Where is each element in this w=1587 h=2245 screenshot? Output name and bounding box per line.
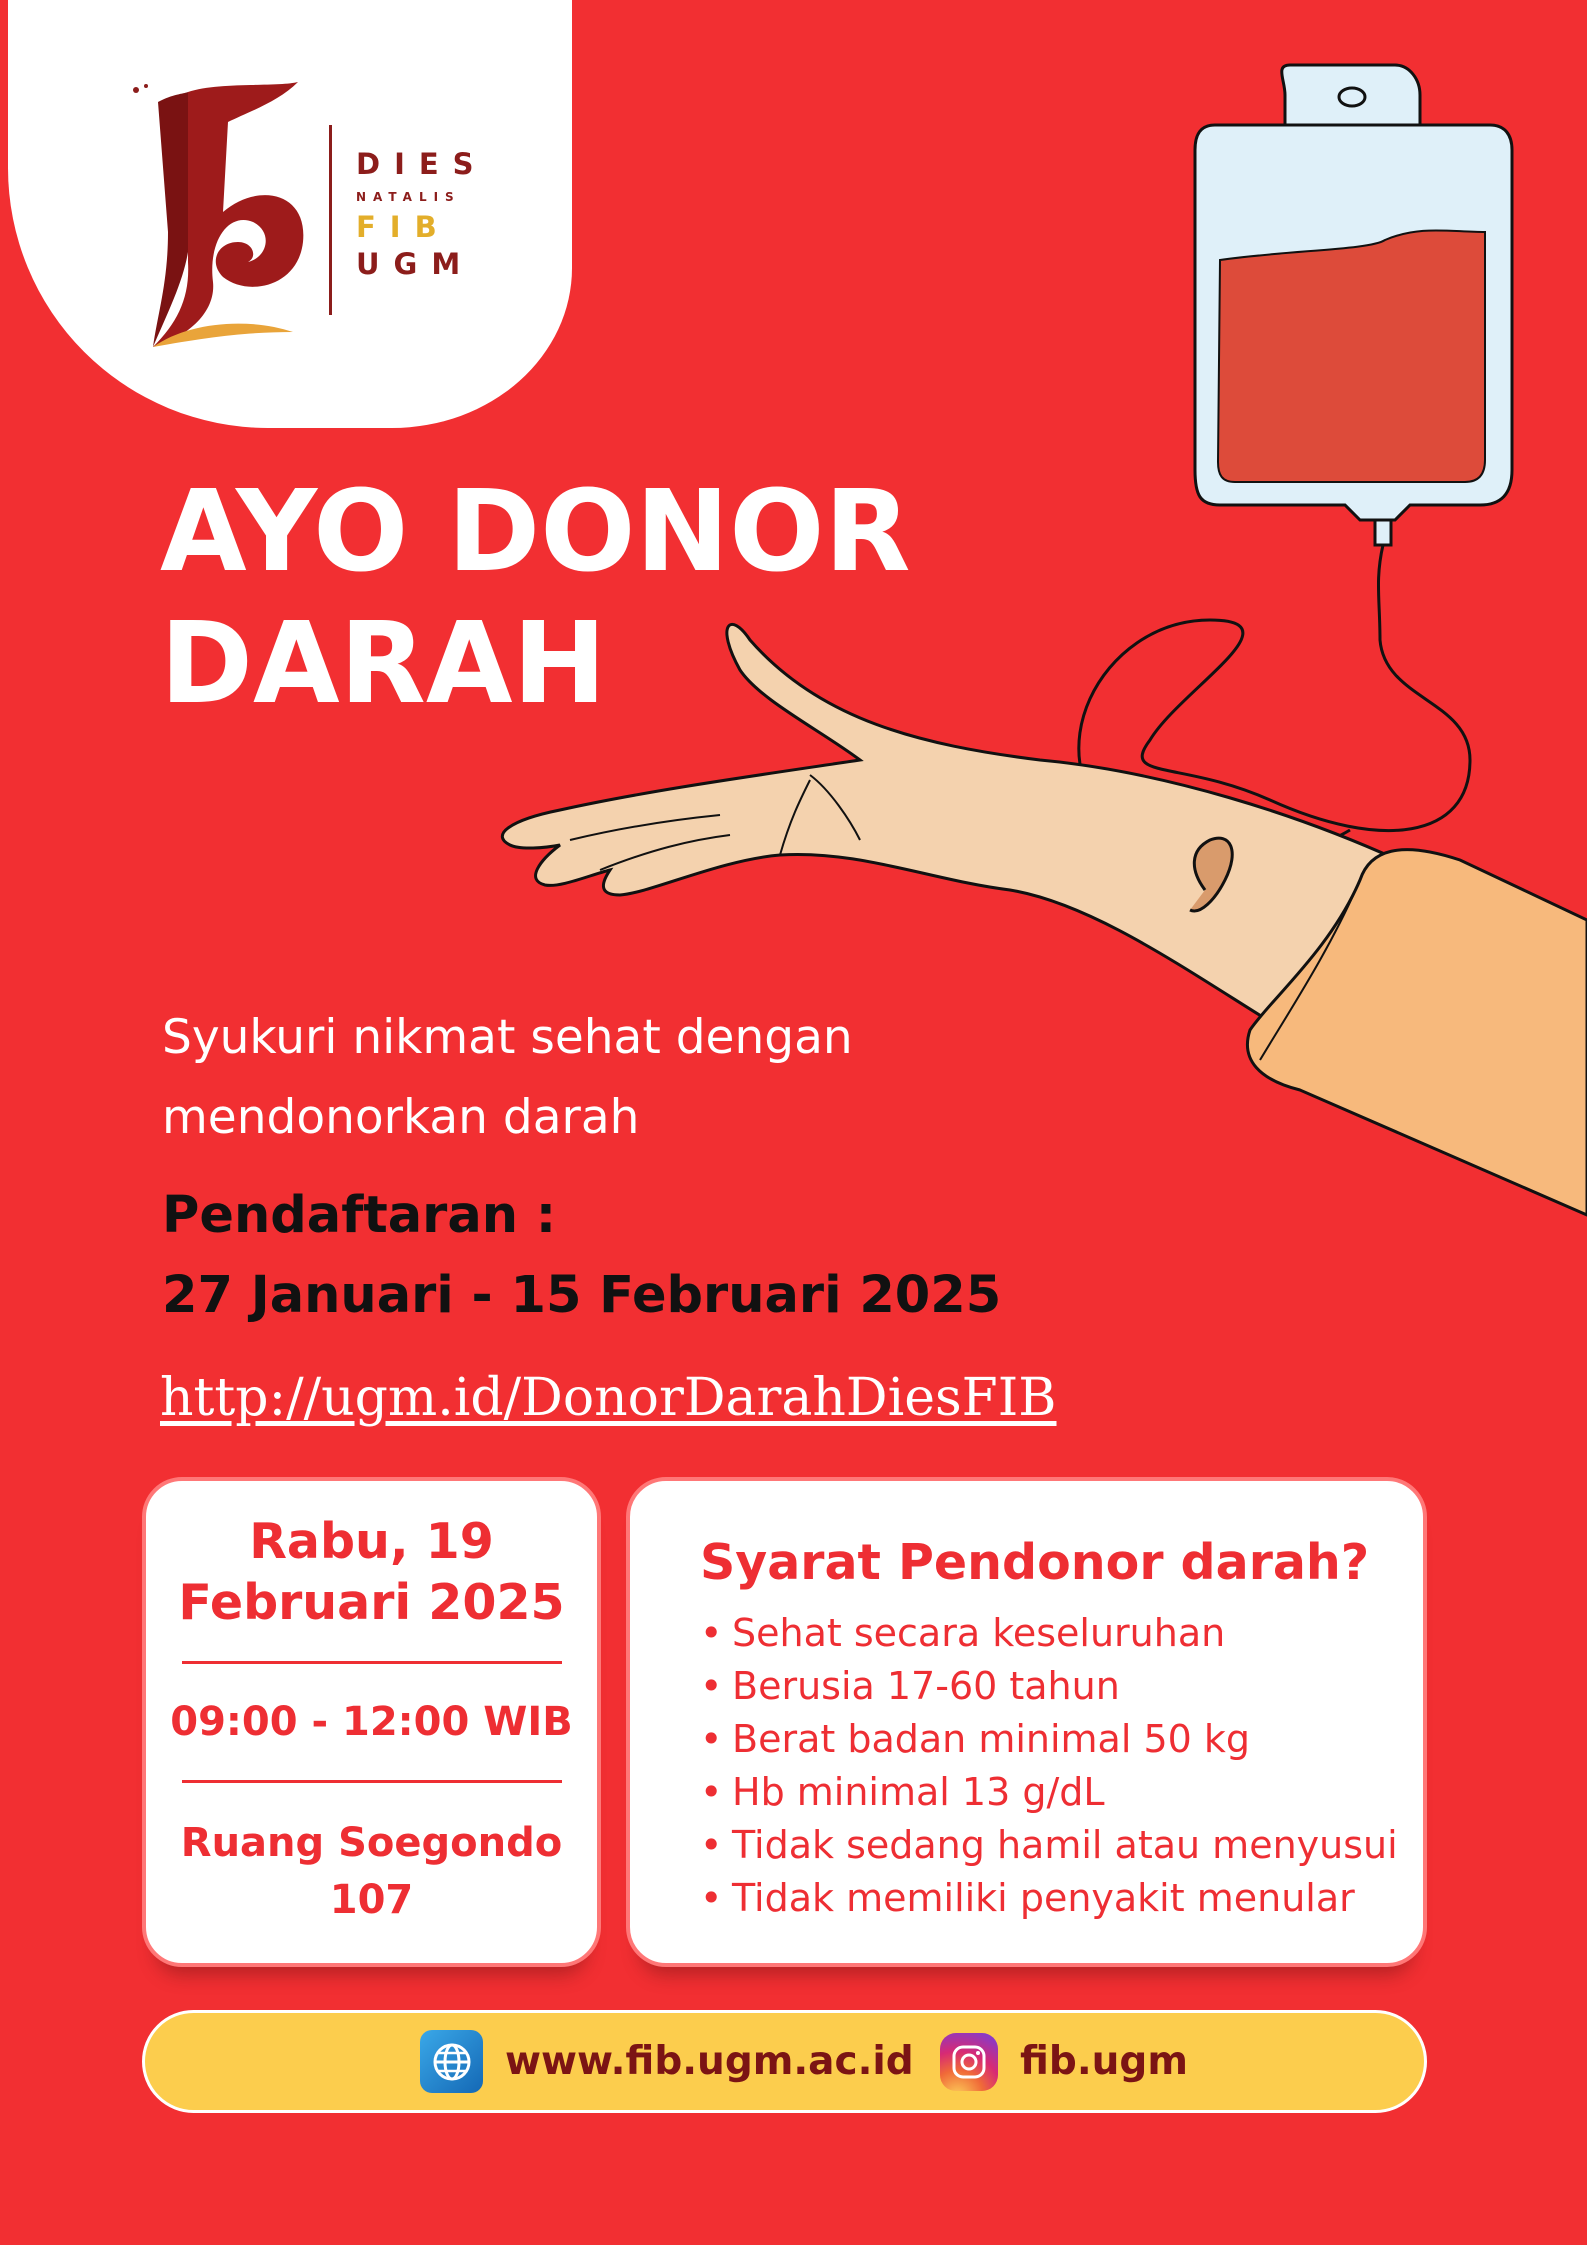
list-item: • Tidak memiliki penyakit menular bbox=[700, 1872, 1423, 1925]
logo-fib: FIB bbox=[356, 210, 451, 244]
headline bbox=[160, 466, 1060, 730]
list-item: • Tidak sedang hamil atau menyusui bbox=[700, 1819, 1423, 1872]
event-date-line-1: Rabu, 19 bbox=[249, 1513, 494, 1570]
event-time: 09:00 - 12:00 WIB bbox=[170, 1699, 573, 1745]
list-item: • Hb minimal 13 g/dL bbox=[700, 1766, 1423, 1819]
divider bbox=[182, 1780, 562, 1783]
event-date bbox=[146, 1511, 597, 1633]
dies-natalis-logo-icon bbox=[128, 82, 318, 352]
event-place-line-2: 107 bbox=[329, 1877, 414, 1923]
website-text: www.fib.ugm.ac.id bbox=[505, 2039, 914, 2084]
logo-dies: DIES bbox=[356, 147, 488, 181]
registration-link[interactable]: http://ugm.id/DonorDarahDiesFIB bbox=[160, 1368, 1057, 1428]
event-details-card bbox=[142, 1477, 601, 1967]
event-date-line-2: Februari 2025 bbox=[178, 1574, 565, 1631]
blood-bag-icon bbox=[1079, 65, 1512, 860]
registration-label: Pendaftaran : bbox=[162, 1186, 557, 1245]
list-item: • Berat badan minimal 50 kg bbox=[700, 1713, 1423, 1766]
instagram-link[interactable] bbox=[940, 2013, 1188, 2110]
headline-line-2: DARAH bbox=[160, 599, 607, 729]
logo-wordmark bbox=[356, 147, 488, 281]
logo-natalis: NATALIS bbox=[356, 190, 461, 204]
subtitle-line-1: Syukuri nikmat sehat dengan bbox=[162, 1010, 853, 1065]
globe-icon bbox=[420, 2030, 483, 2093]
website-link[interactable] bbox=[420, 2013, 914, 2110]
instagram-text: fib.ugm bbox=[1020, 2039, 1188, 2084]
subtitle bbox=[162, 998, 1062, 1158]
event-place-line-1: Ruang Soegondo bbox=[180, 1820, 563, 1866]
registration-dates: 27 Januari - 15 Februari 2025 bbox=[162, 1266, 1002, 1325]
requirements-title: Syarat Pendonor darah? bbox=[700, 1534, 1370, 1591]
requirements-list bbox=[700, 1607, 1423, 1925]
list-item: • Berusia 17-60 tahun bbox=[700, 1660, 1423, 1713]
instagram-icon bbox=[940, 2033, 998, 2091]
footer-bar bbox=[142, 2010, 1427, 2113]
headline-line-1: AYO DONOR bbox=[160, 467, 911, 597]
divider bbox=[182, 1661, 562, 1664]
logo-ugm: UGM bbox=[356, 247, 475, 281]
logo-divider bbox=[329, 125, 332, 315]
event-place bbox=[146, 1815, 597, 1929]
list-item: • Sehat secara keseluruhan bbox=[700, 1607, 1423, 1660]
requirements-card bbox=[626, 1477, 1427, 1967]
subtitle-line-2: mendonorkan darah bbox=[162, 1090, 640, 1145]
